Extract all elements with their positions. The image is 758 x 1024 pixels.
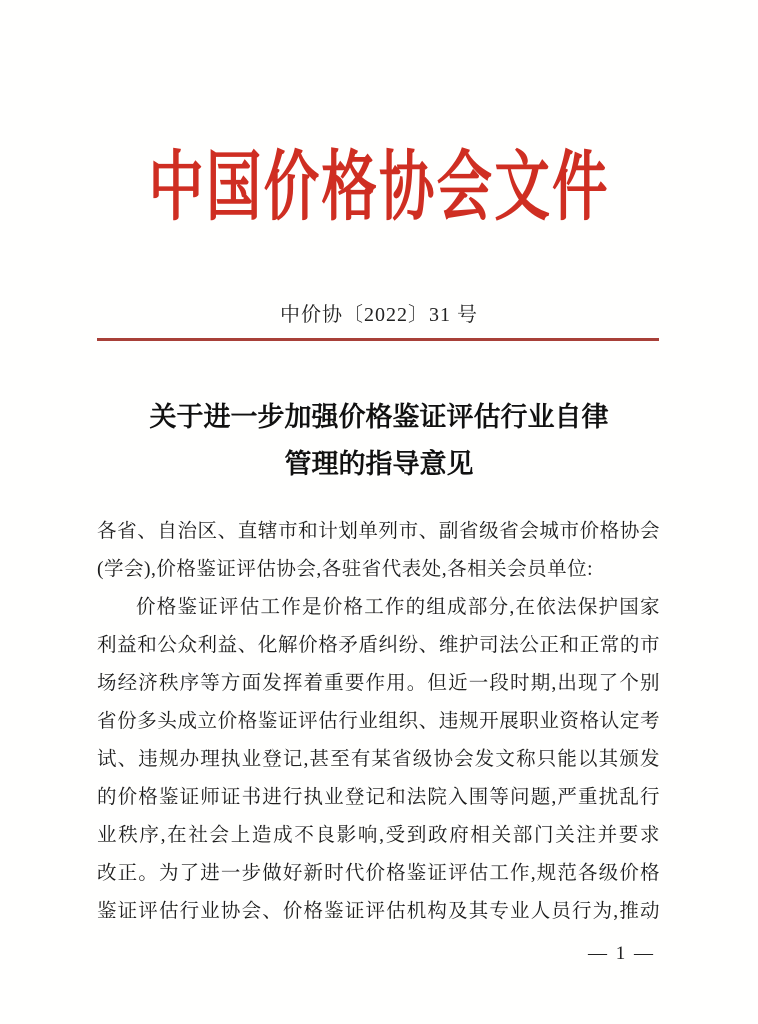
body-paragraphs <box>97 513 660 931</box>
body-line: 业秩序,在社会上造成不良影响,受到政府相关部门关注并要求 <box>97 825 660 846</box>
body-line: 省份多头成立价格鉴证评估行业组织、违规开展职业资格认定考 <box>97 711 660 732</box>
body-line: 利益和公众利益、化解价格矛盾纠纷、维护司法公正和正常的市 <box>97 635 660 656</box>
doc-number: 中价协〔2022〕31 号 <box>280 304 478 326</box>
doc-title-line-2: 管理的指导意见 <box>284 449 474 479</box>
body-line: 鉴证评估行业协会、价格鉴证评估机构及其专业人员行为,推动 <box>97 901 660 922</box>
body-line: 的价格鉴证师证书进行执业登记和法院入围等问题,严重扰乱行 <box>97 787 660 808</box>
page-number: — 1 — <box>588 943 655 964</box>
org-header-title <box>0 144 758 232</box>
body-line: 各省、自治区、直辖市和计划单列市、副省级省会城市价格协会 <box>97 521 660 542</box>
body-line: 试、违规办理执业登记,甚至有某省级协会发文称只能以其颁发 <box>97 749 660 770</box>
doc-title <box>0 394 758 488</box>
body-line: 场经济秩序等方面发挥着重要作用。但近一段时期,出现了个别 <box>97 673 660 694</box>
body-line: (学会),价格鉴证评估协会,各驻省代表处,各相关会员单位: <box>97 559 594 580</box>
doc-title-line-1: 关于进一步加强价格鉴证评估行业自律 <box>149 402 609 432</box>
body-line: 改正。为了进一步做好新时代价格鉴证评估工作,规范各级价格 <box>97 863 660 884</box>
body-line: 价格鉴证评估工作是价格工作的组成部分,在依法保护国家 <box>136 597 660 618</box>
org-header-text: 中国价格协会文件 <box>148 146 610 230</box>
red-divider-rule <box>97 338 659 341</box>
